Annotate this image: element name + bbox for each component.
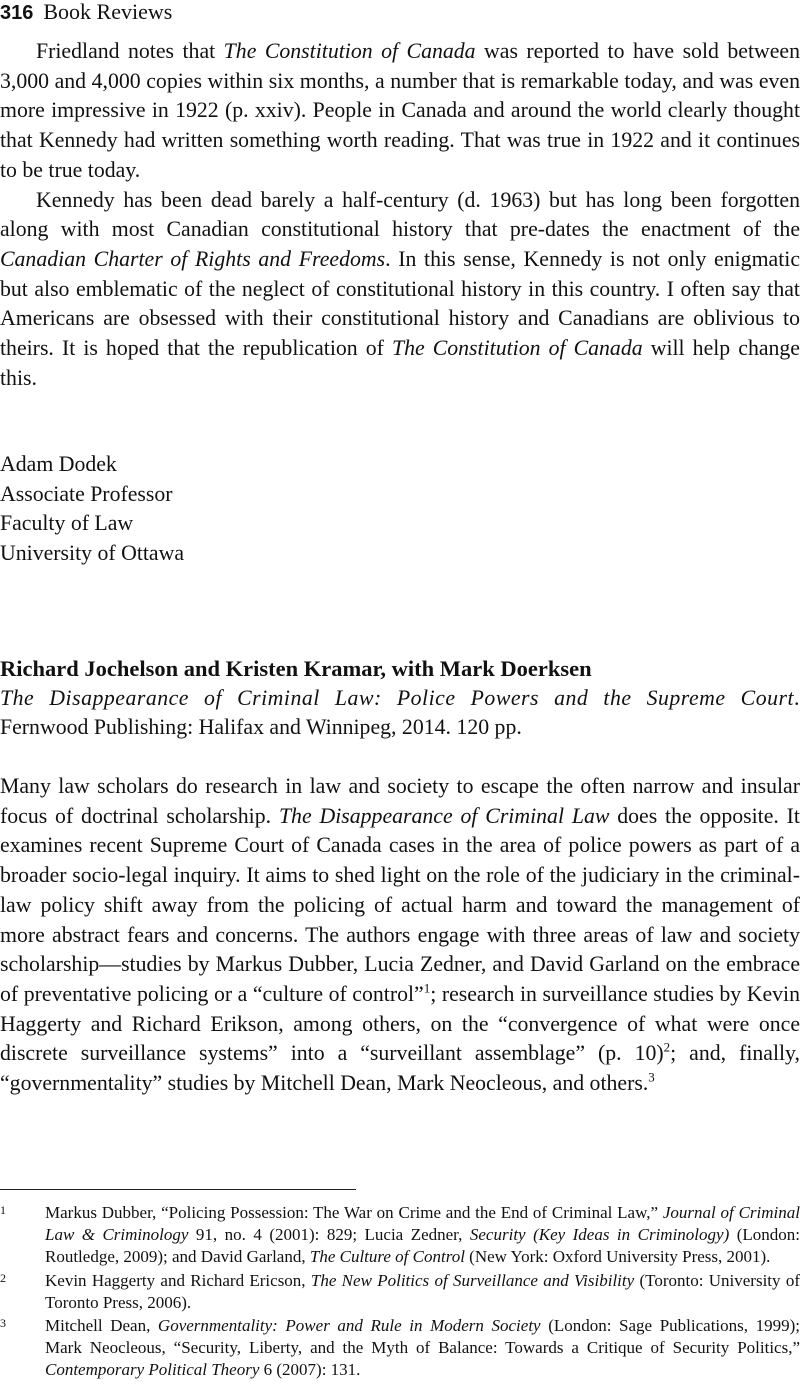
paragraph-3: Many law scholars do research in law and society to escape the often narrow and insular focus of doctrinal scholarship. The Disappearance of Criminal Law does the opposite. It examines recent Supreme Court of Canada cases in the area of police powers as part of a broader socio-legal inquiry. It aims to shed light on the role of the judiciary in the criminal-law policy shift away from the policing of actual harm and toward the management of more abstract fears and concerns. The authors engage with three areas of law and society scholarship—studies by Markus Dubber, Lucia Zedner, and David Garland on the embrace of preventative policing or a “culture of control”$^1$; research in surveillance studies by Kevin Haggerty and Richard Erikson, among others, on the “convergence of what were once discrete surveillance systems” into a “surveillant assemblage” (p. 10)$^2$; and, finally, “governmentality” studies by Mitchell Dean, Mark Neocleous, and others.$^3$ — [0, 774, 800, 1096]
reviewer-university: University of Ottawa — [0, 541, 185, 566]
publisher-info: Fernwood Publishing: Halifax and Winnipeg, 2014. 120 pp. — [0, 715, 522, 740]
reviewer-name: Adam Dodek — [0, 452, 117, 476]
footnote-ref-2[interactable]: 2 — [663, 1040, 671, 1056]
footnote-divider — [0, 1189, 356, 1190]
footnote-2: 2 Kevin Haggerty and Richard Ericson, The New Politics of Surveillance and Visibility (Toronto: University of Toronto Press, 2006). — [0, 1270, 800, 1314]
reviewer-faculty: Faculty of Law — [0, 511, 134, 536]
footnote-ref-3[interactable]: 3 — [648, 1069, 655, 1085]
running-title: Book Reviews — [43, 0, 173, 24]
book-title-ref: The Constitution of Canada — [223, 39, 476, 63]
footnote-mark: 1 — [0, 1203, 6, 1217]
book-title-ref: The Constitution of Canada — [391, 336, 643, 361]
review-body — [0, 772, 800, 1099]
footnote-ref-1[interactable]: 1 — [423, 980, 431, 996]
paragraph-1: Friedland notes that The Constitution of Canada was reported to have sold between 3,000 and 4,000 copies within six months, a number that is remarkable today, and was even more impressive in 1922 (p. xxiv). People in Canada and around the world clearly thought that Kennedy had written something worth reading. That was true in 1922 and it continues to be true today. — [0, 39, 800, 182]
reviewer-signature — [0, 450, 184, 569]
footnote-mark: 3 — [0, 1316, 6, 1331]
book-title-ref: The Disappearance of Criminal Law — [278, 803, 610, 828]
footnote-1: 1 Markus Dubber, “Policing Possession: The War on Crime and the End of Criminal Law,” Journal of Criminal Law & Criminology 91, no. 4 (2001): 829; Lucia Zedner, Security (Key Ideas in Criminology) (London: Routledge, 2009); and David Garland, The Culture of Control (New York: Oxford University Press, 2001). — [0, 1202, 800, 1269]
review-authors: Richard Jochelson and Kristen Kramar, with Mark Doerksen — [0, 656, 592, 681]
paragraph-2: Kennedy has been dead barely a half-century (d. 1963) but has long been forgotten along with most Canadian constitutional history that pre-dates the enactment of the Canadian Charter of Rights and Freedoms. In this sense, Kennedy is not only enigmatic but also emblematic of the neglect of constitutional history in this country. I often say that Americans are obsessed with their constitutional history and Canadians are oblivious to theirs. It is hoped that the republication of The Constitution of Canada will help change this. — [0, 187, 800, 390]
running-header — [0, 0, 172, 28]
charter-ref: Canadian Charter of Rights and Freedoms — [0, 246, 386, 271]
page-number: 316 — [0, 2, 34, 24]
footnote-3: 3 Mitchell Dean, Governmentality: Power and Rule in Modern Society (London: Sage Publications, 1999); Mark Neocleous, “Security, Liberty, and the Myth of Balance: Towards a Critique of Security Politics,” Contemporary Political Theory 6 (2007): 131. — [0, 1315, 800, 1382]
reviewed-book-title: The Disappearance of Criminal Law: Police Powers and the Supreme Court. — [0, 685, 800, 710]
review-conclusion — [0, 37, 800, 393]
reviewer-title: Associate Professor — [0, 481, 173, 506]
footnote-mark: 2 — [0, 1270, 6, 1285]
review-heading — [0, 654, 800, 743]
footnotes — [0, 1202, 800, 1383]
